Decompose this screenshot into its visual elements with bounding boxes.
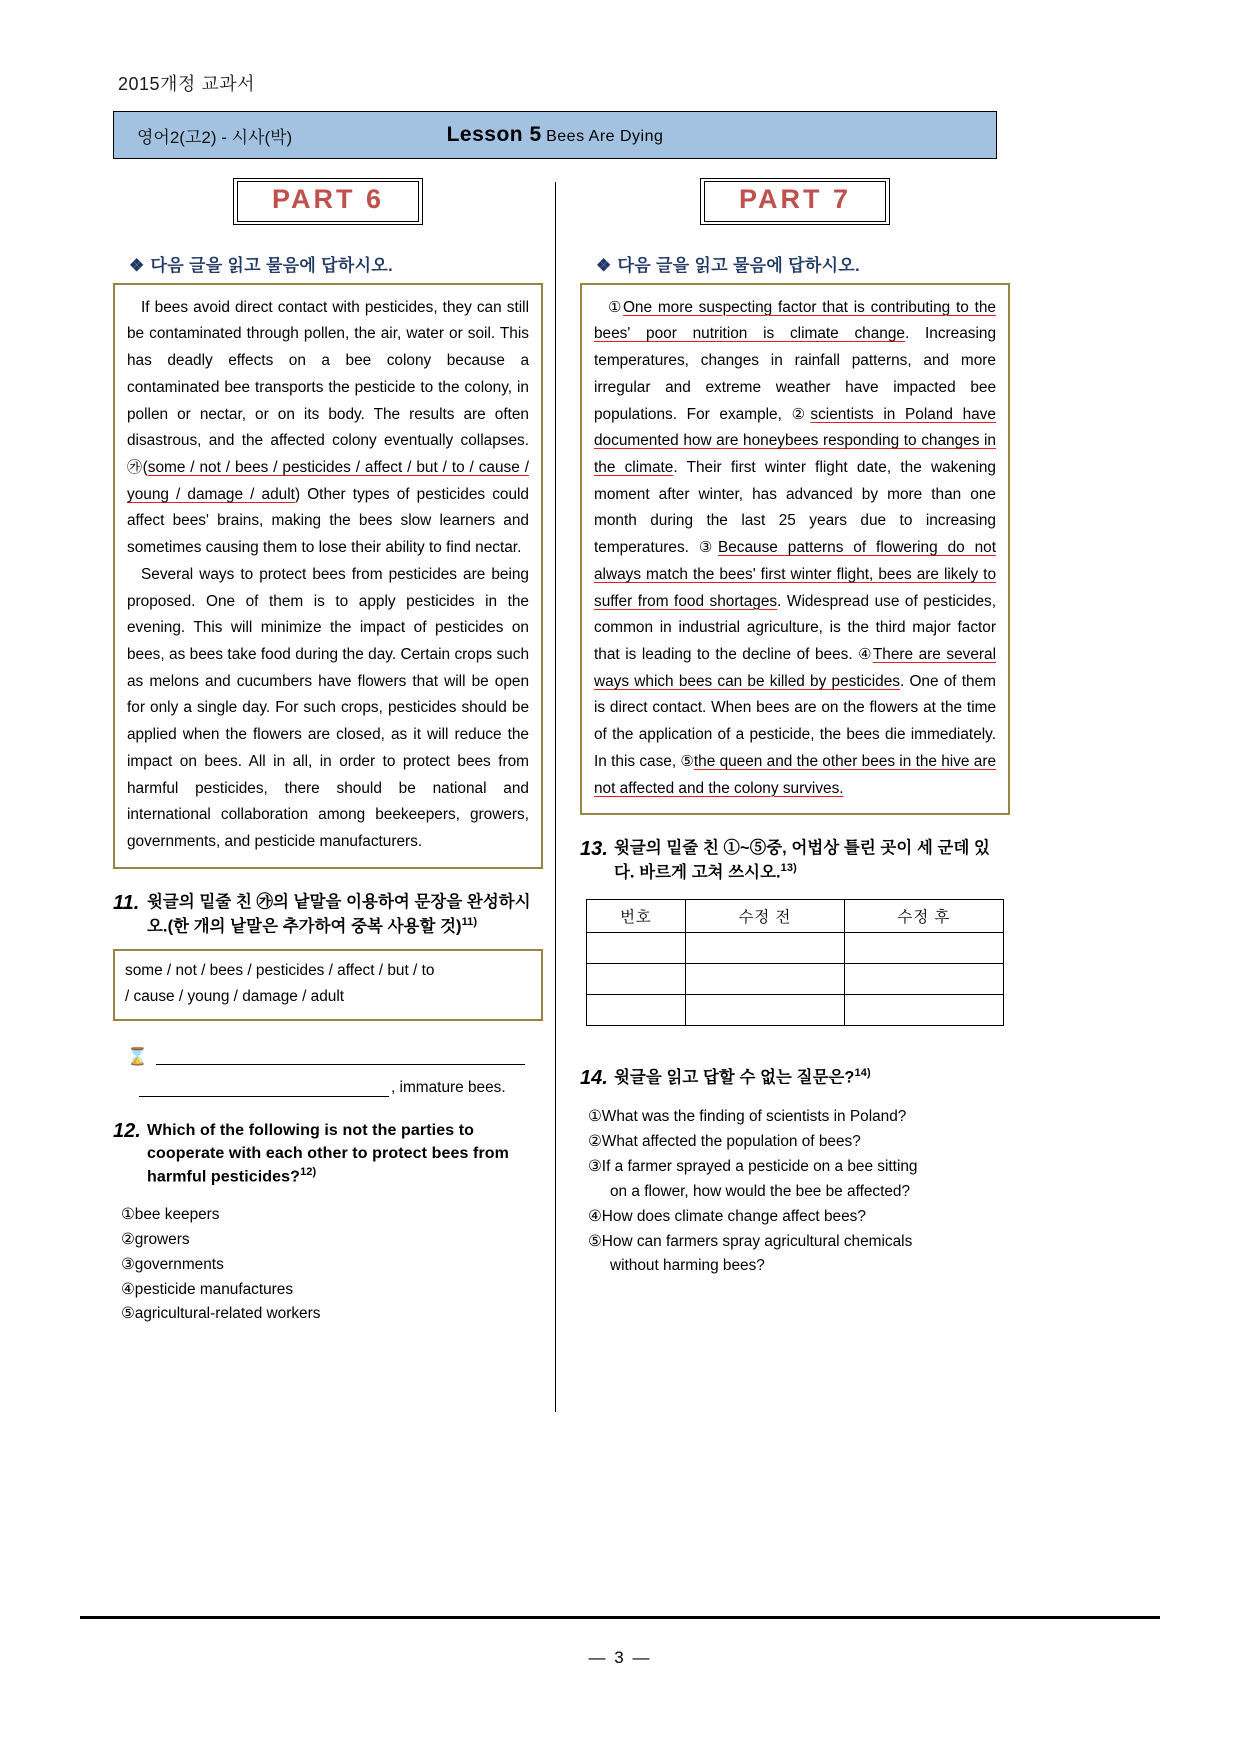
answer-line-row-2 [113, 1079, 543, 1097]
question-12-text-group [147, 1119, 543, 1189]
question-14-choice-5-continued: without harming bees? [610, 1257, 765, 1275]
right-plain-3: . Widespread use of pesticides, common in industrial agriculture, is the third major factor that is leading to the decline of bees. [594, 592, 996, 664]
question-13 [580, 837, 1010, 1026]
textbook-revision-label: 2015개정 교과서 [118, 74, 255, 94]
part-7-header [580, 178, 1010, 225]
question-14-choice-1[interactable]: ①What was the finding of scientists in Poland? [588, 1107, 907, 1125]
right-underlined-4: There are several ways which bees can be killed by pesticides [594, 646, 996, 690]
part-badge-outer-right [700, 178, 890, 225]
question-14 [580, 1066, 1010, 1279]
question-12-choice-4[interactable]: ④pesticide manufactures [121, 1280, 294, 1298]
right-column [580, 178, 1010, 1279]
table-cell-after[interactable] [844, 995, 1003, 1026]
diamond-icon-right: ❖ [596, 255, 612, 275]
question-11-head [113, 891, 543, 939]
question-12-choice-3[interactable]: ③governments [121, 1255, 224, 1273]
right-underlined-3: Because patterns of flowering do not always match the bees' first winter flight, bees are likely to suffer from food shortages [594, 539, 996, 610]
right-plain-2: . Their first winter flight date, the wakening moment after winter, has advanced by more than one month during the last 25 years due to increasing temperatures. [594, 459, 996, 557]
left-passage-box [113, 283, 543, 869]
table-cell-after[interactable] [844, 964, 1003, 995]
question-12-ref: 12) [300, 1166, 317, 1179]
question-12-choice-2[interactable]: ②growers [121, 1230, 190, 1248]
question-12 [113, 1119, 543, 1328]
table-header-row [587, 900, 1004, 933]
question-12-choices [121, 1203, 543, 1328]
table-row [587, 933, 1004, 964]
left-p1-marker-ga: ㉮ [127, 459, 143, 476]
question-11-answer-area [113, 1047, 543, 1097]
question-13-text: 윗글의 밑줄 친 ①~⑤중, 어법상 틀린 곳이 세 군데 있다. 바르게 고쳐 쓰시오. [614, 839, 990, 882]
question-13-number: 13. [580, 838, 608, 861]
question-13-head [580, 837, 1010, 885]
question-13-ref: 13) [780, 862, 797, 875]
question-14-choice-5[interactable]: ⑤How can farmers spray agricultural chemicals [588, 1232, 913, 1250]
question-11-number: 11. [113, 891, 140, 914]
banner-subject-label: 영어2(고2) - 시사(박) [137, 127, 293, 147]
part-badge-outer [233, 178, 423, 225]
right-marker-4: ④ [858, 646, 873, 664]
page-number: ― 3 ― [588, 1648, 652, 1667]
footer-divider [80, 1616, 1160, 1619]
left-passage-paragraph-1 [127, 295, 529, 562]
question-12-choice-1[interactable]: ①bee keepers [121, 1205, 220, 1223]
lesson-banner [113, 111, 997, 159]
table-row [587, 964, 1004, 995]
right-underlined-2: scientists in Poland have documented how are honeybees responding to changes in the climate [594, 405, 996, 476]
question-14-ref: 14) [854, 1067, 871, 1080]
right-underlined-5: the queen and the other bees in the hive are not affected and the colony survives. [594, 752, 997, 797]
table-cell-number[interactable] [587, 964, 686, 995]
question-12-head [113, 1119, 543, 1189]
question-14-choice-4[interactable]: ④How does climate change affect bees? [588, 1207, 866, 1225]
table-cell-number[interactable] [587, 933, 686, 964]
question-12-choice-5[interactable]: ⑤agricultural-related workers [121, 1305, 321, 1323]
column-divider [555, 182, 556, 1412]
answer-blank-line-1[interactable] [156, 1047, 525, 1065]
answer-arrow-icon: ⌛ [127, 1046, 149, 1066]
table-cell-before[interactable] [685, 964, 844, 995]
banner-lesson-number: Lesson 5 [446, 123, 542, 146]
part-7-label: PART 7 [704, 181, 886, 222]
left-p1-part-b: Other types of pesticides could affect bees' brains, making the bees slow learners and sometimes causing them to lose their ability to find nectar. [127, 485, 529, 557]
table-header-number: 번호 [587, 900, 686, 933]
right-underlined-1: One more suspecting factor that is contributing to the bees' poor nutrition is climate change [594, 298, 996, 343]
part-6-header [113, 178, 543, 225]
question-11-text-group [147, 891, 543, 939]
question-11-ref: 11) [461, 915, 478, 928]
right-instruction-text: 다음 글을 읽고 물음에 답하시오. [617, 255, 861, 275]
question-11-text: 윗글의 밑줄 친 ㉮의 낱말을 이용하여 문장을 완성하시오.(한 개의 낱말은 추가하여 중복 사용할 것) [147, 892, 531, 936]
right-marker-1: ① [608, 298, 623, 316]
question-14-text-group [614, 1066, 871, 1090]
question-14-number: 14. [580, 1067, 608, 1090]
diamond-icon: ❖ [129, 255, 145, 275]
left-p1-paren-close: ) [294, 485, 301, 503]
left-p1-paren-open: ( [142, 459, 148, 476]
question-14-choices [588, 1105, 1010, 1280]
right-marker-3: ③ [698, 539, 718, 557]
question-14-choice-2[interactable]: ②What affected the population of bees? [588, 1132, 861, 1150]
left-p1-underlined-words: some / not / bees / pesticides / affect / but / to / cause / young / damage / adult [127, 459, 529, 503]
table-header-after: 수정 후 [844, 900, 1003, 933]
question-11 [113, 891, 543, 1097]
question-12-number: 12. [113, 1119, 141, 1142]
left-column [113, 178, 543, 1327]
answer-tail-text: , immature bees. [391, 1078, 506, 1096]
question-14-choice-3-continued: on a flower, how would the bee be affected? [610, 1182, 911, 1200]
left-passage-paragraph-2: Several ways to protect bees from pesticides are being proposed. One of them is to apply pesticides in the evening. This will minimize the impact of pesticides on bees, as bees take food during the day. Certain crops such as melons and cucumbers have flowers that will be open for only a single day. For such crops, pesticides should be applied when the flowers are closed, as it will reduce the impact on bees. All in all, in order to protect bees from harmful pesticides, there should be national and international collaboration among beekeepers, growers, governments, and pesticide manufacturers. [127, 565, 529, 851]
wordbank-line-1: some / not / bees / pesticides / affect / but / to [125, 961, 435, 979]
right-plain-1: . Increasing temperatures, changes in rainfall patterns, and more irregular and extreme weather have impacted bee populations. For example, [594, 325, 997, 423]
right-passage-paragraph [594, 295, 996, 803]
right-marker-5: ⑤ [680, 752, 694, 770]
answer-line-row-1 [113, 1047, 543, 1065]
question-11-wordbank [113, 949, 543, 1021]
banner-lesson-subtitle: Bees Are Dying [546, 128, 664, 145]
table-cell-before[interactable] [685, 933, 844, 964]
answer-blank-line-2[interactable] [139, 1079, 389, 1097]
right-passage-box [580, 283, 1010, 816]
question-13-correction-table [586, 899, 1004, 1026]
question-14-text: 윗글을 읽고 답할 수 없는 질문은? [614, 1068, 855, 1087]
right-marker-2: ② [791, 405, 811, 423]
left-instruction [129, 251, 543, 276]
wordbank-line-2: / cause / young / damage / adult [125, 988, 345, 1006]
question-12-text: Which of the following is not the parties to cooperate with each other to protect bees from harmful pesticides? [147, 1121, 509, 1186]
table-cell-after[interactable] [844, 933, 1003, 964]
left-p1-part-a: If bees avoid direct contact with pesticides, they can still be contaminated through pollen, the air, water or soil. This has deadly effects on a bee colony because a contaminated bee transports the pesticide to the colony, in pollen or nectar, or on its body. The results are often disastrous, and the affected colony eventually collapses. [127, 298, 529, 450]
table-header-before: 수정 전 [685, 900, 844, 933]
table-cell-number[interactable] [587, 995, 686, 1026]
part-6-label: PART 6 [237, 181, 419, 222]
banner-title-group [114, 123, 996, 147]
right-plain-4: . One of them is direct contact. When bees are on the flowers at the time of the application of a pesticide, the bees die immediately. In this case, [594, 672, 996, 770]
right-instruction [596, 251, 1010, 276]
question-13-text-group [614, 837, 1010, 885]
table-row [587, 995, 1004, 1026]
table-cell-before[interactable] [685, 995, 844, 1026]
left-instruction-text: 다음 글을 읽고 물음에 답하시오. [150, 255, 394, 275]
question-14-choice-3[interactable]: ③If a farmer sprayed a pesticide on a bee sitting [588, 1157, 918, 1175]
question-14-head [580, 1066, 1010, 1090]
